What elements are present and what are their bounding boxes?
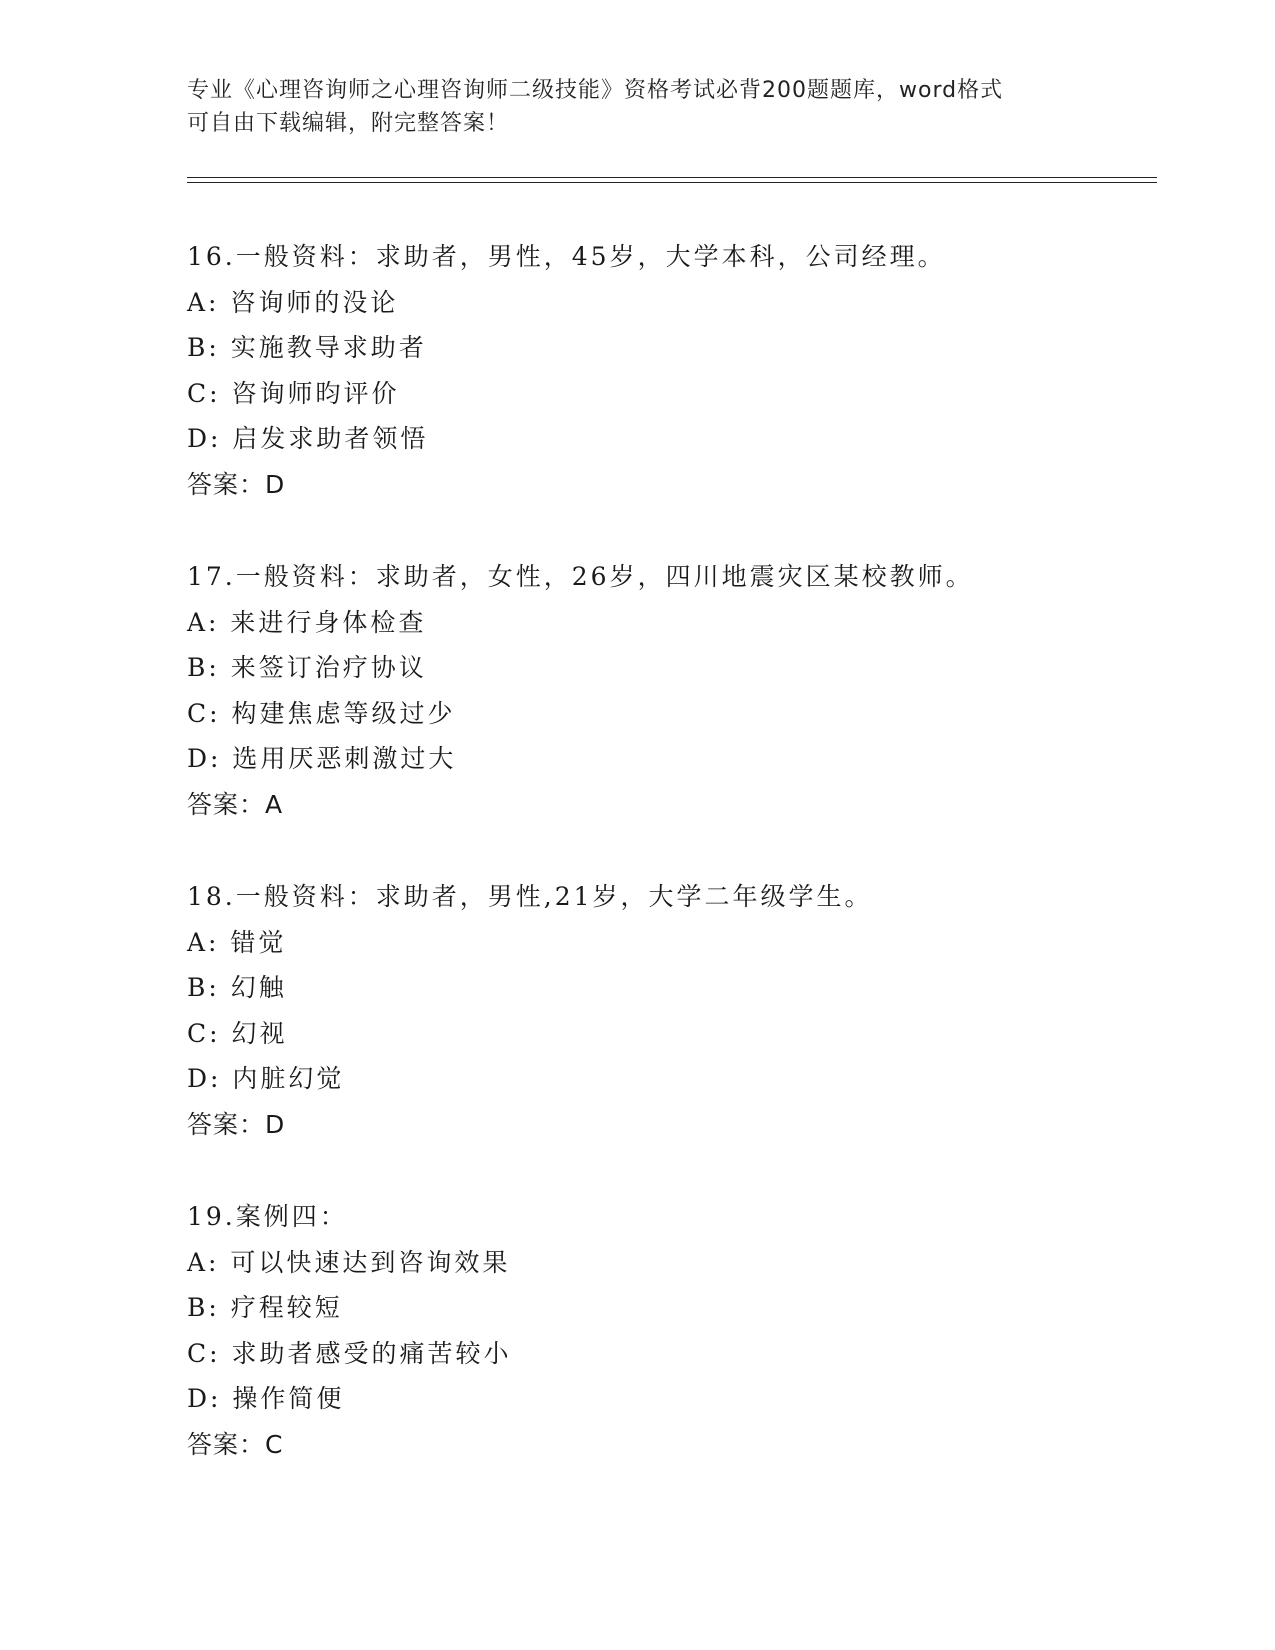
option-b: B: 幻触 <box>187 973 287 1002</box>
document-header <box>187 74 1087 140</box>
option-d: D: 操作简便 <box>187 1384 345 1413</box>
option-a: A: 来进行身体检查 <box>187 607 427 637</box>
question-stem: 17.一般资料：求助者，女性，26岁，四川地震灾区某校教师。 <box>187 562 974 591</box>
question-17 <box>187 554 1147 827</box>
answer-label: 答案：A <box>187 789 284 819</box>
option-c: C: 求助者感受的痛苦较小 <box>187 1338 512 1368</box>
question-stem: 18.一般资料：求助者，男性,21岁，大学二年级学生。 <box>187 882 873 911</box>
question-19 <box>187 1194 1147 1467</box>
question-18 <box>187 874 1147 1147</box>
header-divider-top <box>187 177 1157 178</box>
question-16 <box>187 234 1147 507</box>
option-d: D: 内脏幻觉 <box>187 1064 345 1093</box>
option-b: B: 疗程较短 <box>187 1293 343 1322</box>
header-title-line-2: 可自由下载编辑，附完整答案！ <box>187 111 510 136</box>
header-divider-bottom <box>187 182 1157 183</box>
option-a: A: 错觉 <box>187 927 287 957</box>
option-c: C: 幻视 <box>187 1018 288 1048</box>
answer-label: 答案：C <box>187 1429 284 1459</box>
option-b: B: 实施教导求助者 <box>187 333 427 362</box>
option-b: B: 来签订治疗协议 <box>187 653 427 682</box>
option-d: D: 选用厌恶刺激过大 <box>187 744 457 773</box>
header-title-line-1: 专业《心理咨询师之心理咨询师二级技能》资格考试必背200题题库，word格式 <box>187 78 1004 103</box>
option-d: D: 启发求助者领悟 <box>187 424 429 453</box>
option-a: A: 咨询师的没论 <box>187 287 399 317</box>
question-stem: 19.案例四： <box>187 1202 348 1231</box>
option-a: A: 可以快速达到咨询效果 <box>187 1247 511 1277</box>
option-c: C: 构建焦虑等级过少 <box>187 698 456 728</box>
answer-label: 答案：D <box>187 1109 286 1139</box>
option-c: C: 咨询师昀评价 <box>187 378 400 408</box>
answer-label: 答案：D <box>187 469 286 499</box>
question-stem: 16.一般资料：求助者，男性，45岁，大学本科，公司经理。 <box>187 242 946 271</box>
